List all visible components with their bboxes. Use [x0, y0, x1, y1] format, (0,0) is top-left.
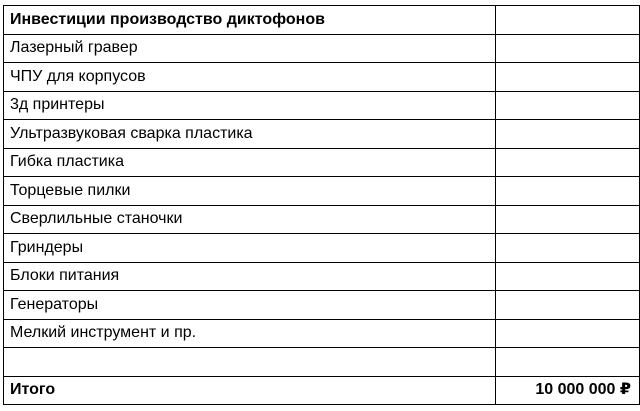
table-row	[4, 205, 640, 234]
item-label-cell[interactable]: Гриндеры	[4, 234, 496, 263]
investment-sheet	[3, 5, 639, 405]
table-row	[4, 262, 640, 291]
item-value-cell[interactable]	[496, 205, 640, 234]
item-label-cell[interactable]: Сверлильные станочки	[4, 205, 496, 234]
table-row	[4, 291, 640, 320]
table-row	[4, 348, 640, 377]
item-value-cell[interactable]	[496, 148, 640, 177]
item-label-cell[interactable]: Гибка пластика	[4, 148, 496, 177]
item-label-cell[interactable]: 3д принтеры	[4, 91, 496, 120]
investment-table	[3, 5, 640, 405]
total-label-cell[interactable]: Итого	[4, 376, 496, 405]
item-value-cell[interactable]	[496, 63, 640, 92]
table-header-row	[4, 6, 640, 35]
table-row	[4, 234, 640, 263]
item-label-cell[interactable]: ЧПУ для корпусов	[4, 63, 496, 92]
item-label-cell[interactable]: Ультразвуковая сварка пластика	[4, 120, 496, 149]
item-label-cell[interactable]: Лазерный гравер	[4, 34, 496, 63]
item-value-cell[interactable]	[496, 120, 640, 149]
table-row	[4, 120, 640, 149]
item-label-cell[interactable]: Торцевые пилки	[4, 177, 496, 206]
table-row	[4, 63, 640, 92]
item-value-cell[interactable]	[496, 177, 640, 206]
item-value-cell[interactable]	[496, 291, 640, 320]
total-amount-cell[interactable]: 10 000 000 ₽	[496, 376, 640, 405]
header-value-cell[interactable]	[496, 6, 640, 35]
table-row	[4, 34, 640, 63]
item-label-cell[interactable]: Мелкий инструмент и пр.	[4, 319, 496, 348]
item-label-cell[interactable]: Блоки питания	[4, 262, 496, 291]
item-value-cell[interactable]	[496, 262, 640, 291]
table-row	[4, 148, 640, 177]
item-value-cell[interactable]	[496, 348, 640, 377]
item-value-cell[interactable]	[496, 234, 640, 263]
table-row	[4, 91, 640, 120]
item-label-cell[interactable]	[4, 348, 496, 377]
item-value-cell[interactable]	[496, 91, 640, 120]
item-value-cell[interactable]	[496, 34, 640, 63]
table-row	[4, 319, 640, 348]
item-label-cell[interactable]: Генераторы	[4, 291, 496, 320]
total-row	[4, 376, 640, 405]
header-label-cell[interactable]: Инвестиции производство диктофонов	[4, 6, 496, 35]
item-value-cell[interactable]	[496, 319, 640, 348]
table-row	[4, 177, 640, 206]
